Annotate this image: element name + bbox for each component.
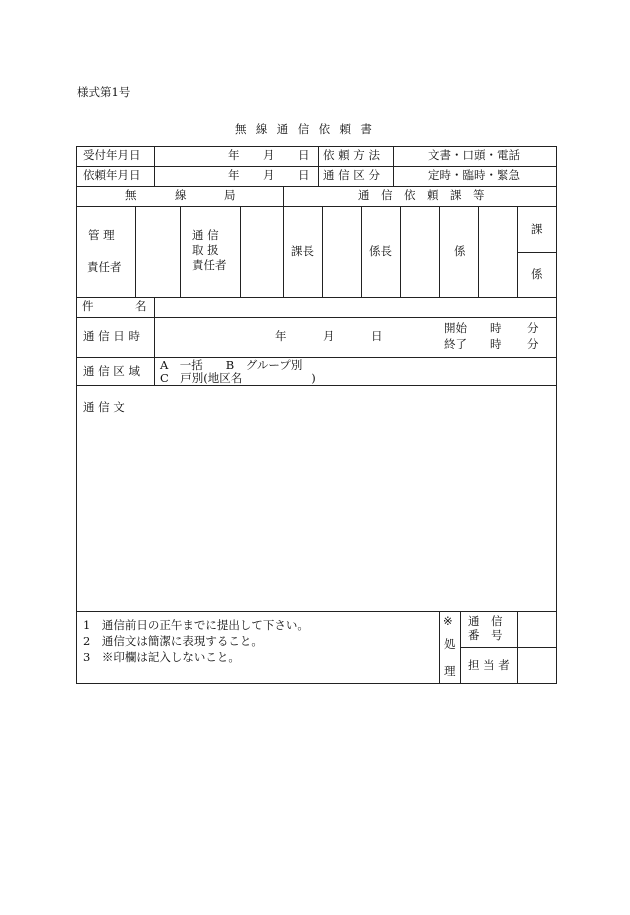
comm-type-options: 定時・臨時・緊急	[428, 168, 520, 182]
person-in-charge-field[interactable]	[518, 648, 556, 683]
request-method-options: 文書・口頭・電話	[428, 148, 520, 162]
requested-date-label: 依頼年月日	[83, 168, 141, 182]
comm-datetime-label: 通 信 日 時	[83, 329, 140, 343]
handler-seal-box[interactable]	[241, 207, 283, 297]
unit-chief-label: 係長	[369, 244, 392, 258]
handler-label-3: 責任者	[192, 258, 227, 272]
end-minute: 分	[527, 337, 539, 351]
subject-label-2: 名	[135, 299, 147, 313]
handler-label-1: 通 信	[192, 228, 219, 242]
subject-field[interactable]	[155, 298, 556, 317]
manager-label-2: 責任者	[87, 260, 122, 274]
form-title: 無 線 通 信 依 頼 書	[235, 122, 375, 136]
section-chief-seal-box[interactable]	[323, 207, 361, 297]
area-option-c[interactable]: C 戸別(地区名 )	[160, 371, 316, 385]
handler-label-2: 取 扱	[192, 243, 219, 257]
received-month: 月	[263, 148, 275, 162]
area-option-ab[interactable]: A 一括 B グループ別	[160, 358, 303, 372]
note-item: 2 通信文は簡潔に表現すること。	[83, 634, 263, 648]
person-in-charge-label: 担 当 者	[468, 658, 510, 672]
requested-year: 年	[228, 168, 240, 182]
received-day: 日	[298, 148, 310, 162]
form-number: 様式第1号	[77, 85, 131, 99]
section-label: 課	[531, 222, 543, 236]
staff-label: 係	[454, 244, 466, 258]
manager-seal-box[interactable]	[136, 207, 180, 297]
end-hour: 時	[490, 337, 502, 351]
comm-day: 日	[371, 329, 383, 343]
table-border-right	[556, 146, 557, 684]
note-item: 1 通信前日の正午までに提出して下さい。	[83, 618, 309, 632]
start-minute: 分	[527, 321, 539, 335]
staff-seal-box[interactable]	[479, 207, 517, 297]
comm-year: 年	[275, 329, 287, 343]
comm-type-label: 通 信 区 分	[323, 168, 380, 182]
requested-day: 日	[298, 168, 310, 182]
start-hour: 時	[490, 321, 502, 335]
table-border-top	[76, 146, 557, 147]
end-label: 終了	[444, 337, 467, 351]
unit-chief-seal-box[interactable]	[401, 207, 439, 297]
start-label: 開始	[444, 321, 467, 335]
section-chief-label: 課長	[291, 244, 314, 258]
manager-label-1: 管 理	[88, 228, 115, 242]
message-label: 通 信 文	[83, 400, 125, 414]
subject-label-1: 件	[82, 299, 94, 313]
note-item: 3 ※印欄は記入しないこと。	[83, 650, 240, 664]
comm-month: 月	[323, 329, 335, 343]
office-use-mark: ※	[443, 614, 453, 628]
processing-label-2: 理	[444, 664, 456, 678]
received-year: 年	[228, 148, 240, 162]
unit-label: 係	[531, 267, 543, 281]
comm-number-label-2: 番 号	[468, 628, 503, 642]
processing-label-1: 処	[444, 637, 456, 651]
request-method-label: 依 頼 方 法	[323, 148, 380, 162]
comm-number-label-1: 通 信	[468, 614, 503, 628]
requested-month: 月	[263, 168, 275, 182]
message-body-field[interactable]	[77, 420, 556, 610]
received-date-label: 受付年月日	[83, 148, 141, 162]
comm-area-label: 通 信 区 域	[83, 364, 140, 378]
comm-number-field[interactable]	[518, 612, 556, 647]
table-border-bottom	[76, 683, 557, 684]
